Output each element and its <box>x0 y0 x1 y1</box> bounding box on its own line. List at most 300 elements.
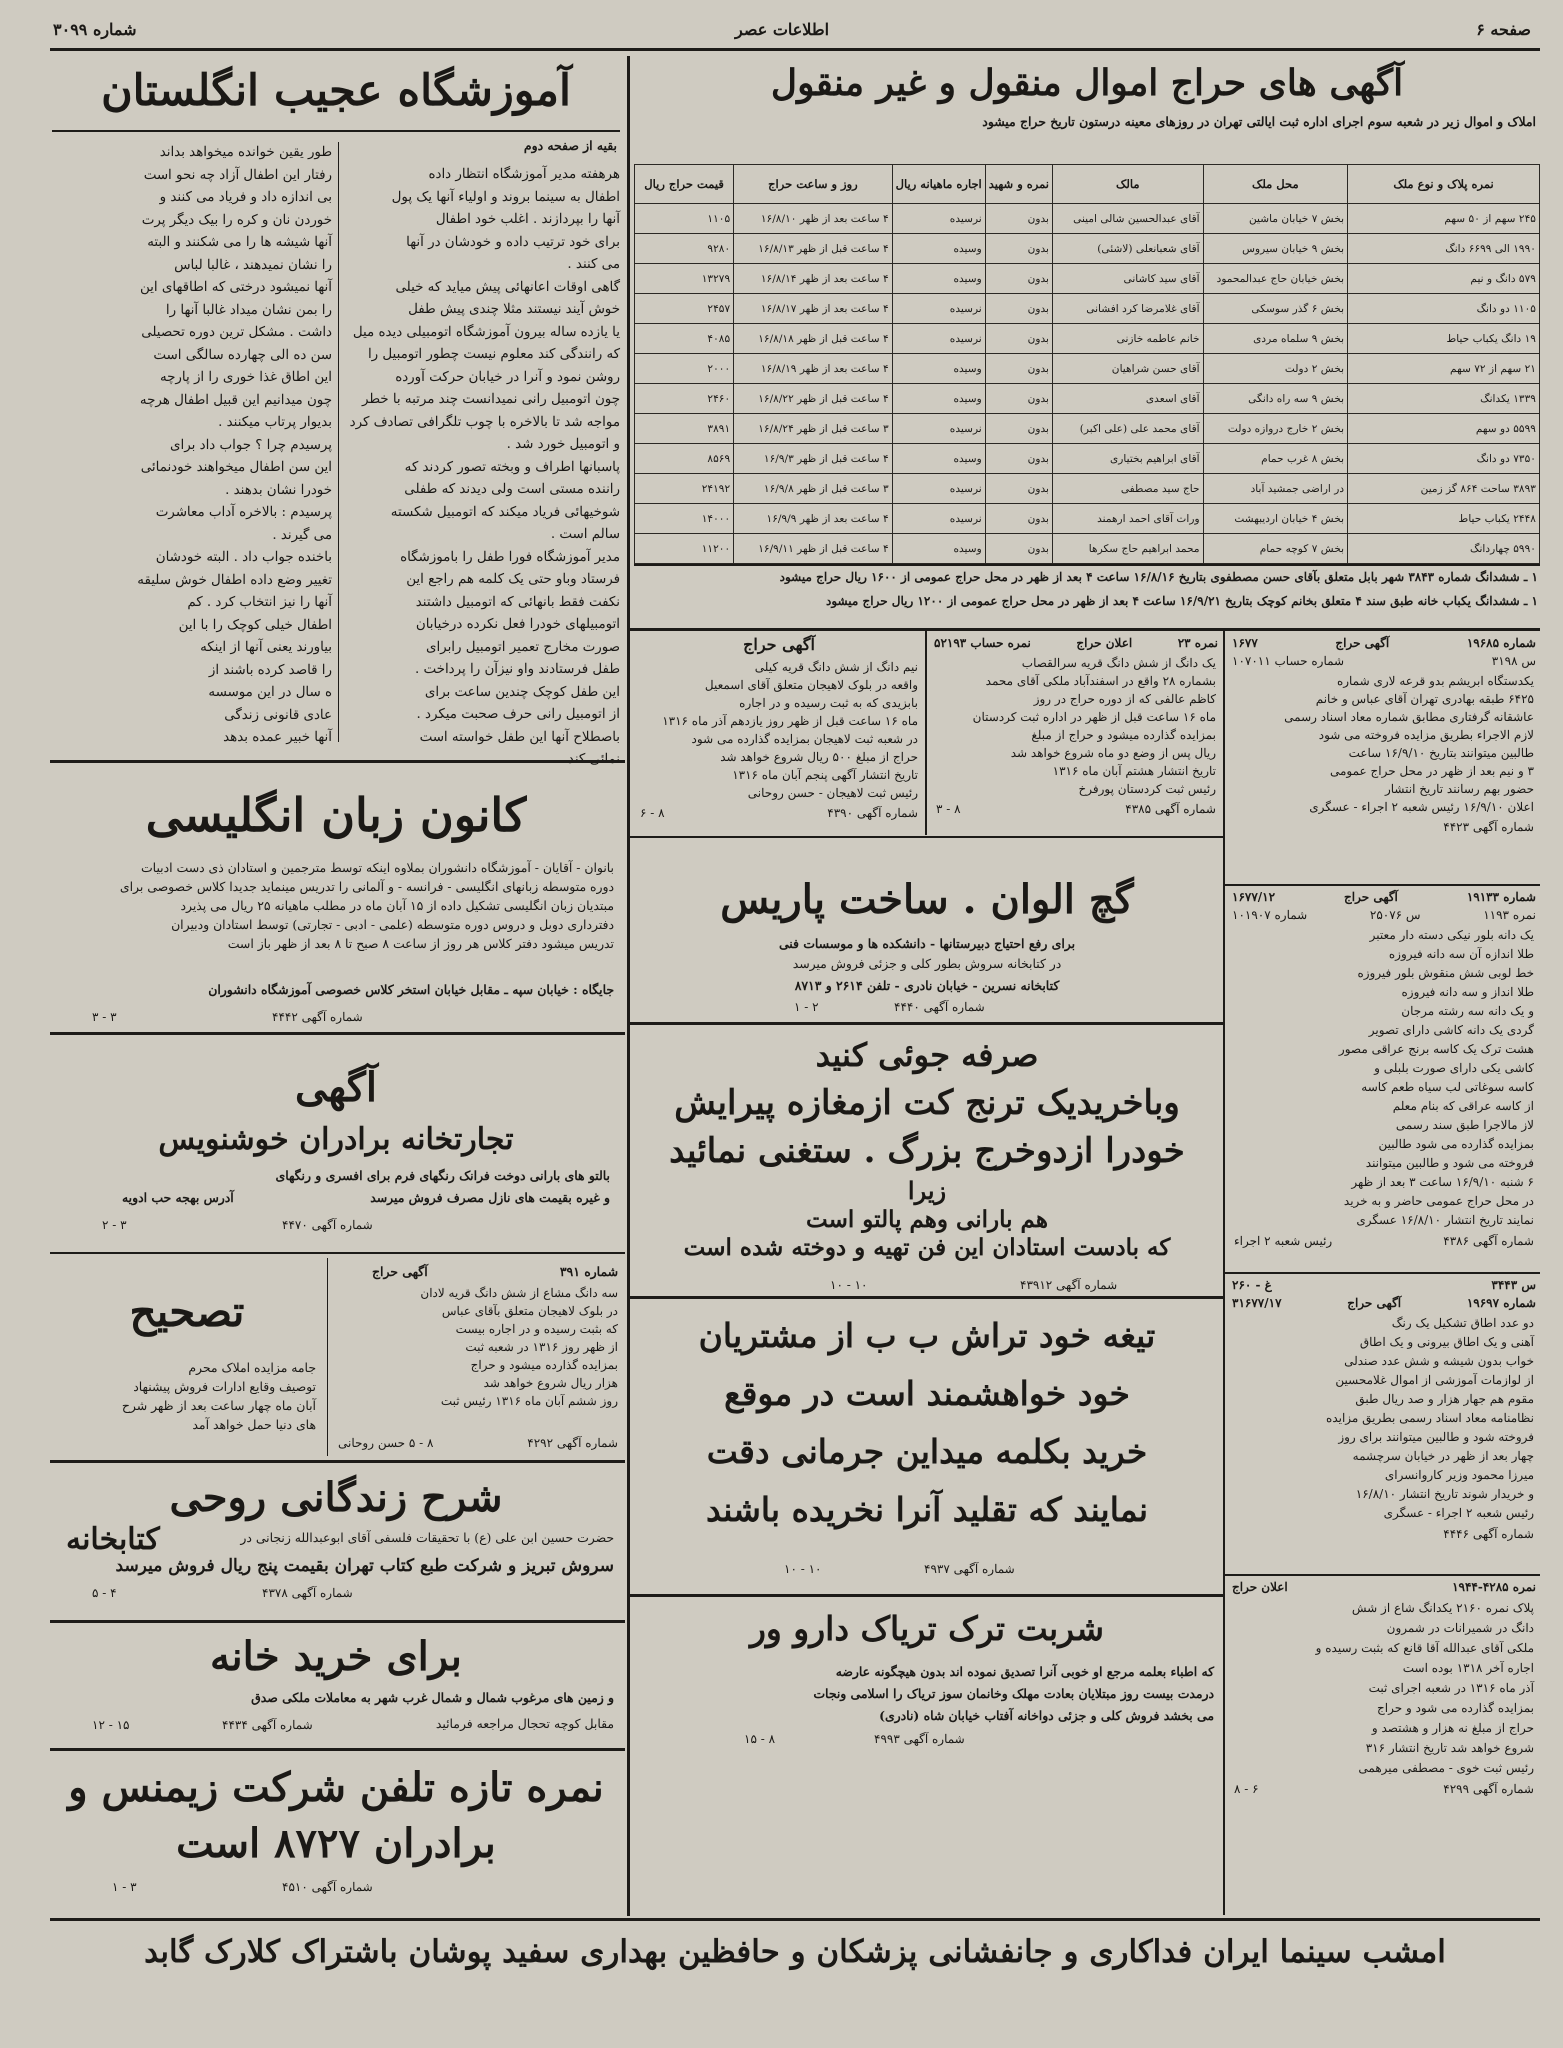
school-text-line: برای خود ترتیب داده و خودشان در آنها <box>406 234 620 250</box>
english-text-line: تدریس میشود دفتر کلاس هر روز از ساعت ۸ صبح تا ۸ بعد از ظهر باز است <box>227 936 614 951</box>
notice-d-bottom-rule <box>1225 1272 1540 1274</box>
biography-line2: سروش تبریز و شرکت طبع کتاب تهران بقیمت پنج ریال فروش میرسد <box>115 1556 614 1576</box>
notice-e-text-line: رئیس شعبه ۲ اجراء - عسگری <box>1383 1506 1534 1520</box>
notice-d-footer <box>1228 1232 1540 1250</box>
notice-c-text-line: حراج از مبلغ ۵۰۰ ریال شروع خواهد شد <box>720 750 918 764</box>
school-text-line: تغییر وضع داده اطفال خوش سلیقه <box>137 572 332 588</box>
notice-a <box>1228 634 1540 884</box>
auction-table-cell: ۲۴۶۰ <box>635 384 734 414</box>
auction-table-cell: ۴ ساعت قبل از ظهر ۱۶/۸/۱۸ <box>734 324 892 354</box>
notice-c-code: ۸ - ۶ <box>640 806 665 820</box>
plaster-line1: برای رفع احتیاج دبیرستانها - دانشکده ها و موسسات فنی <box>778 936 1076 951</box>
auction-table-cell: بدون <box>985 474 1052 504</box>
notice-e-head-item: غ - ۲۶۰ <box>1232 1278 1272 1292</box>
auction-table-cell: ۵۹۹۰ چهاردانگ <box>1348 534 1540 564</box>
notice-391-number: شماره ۳۹۱ <box>559 1264 618 1279</box>
notice-d-text-line: ۶ شنبه ۱۶/۹/۱۰ ساعت ۳ بعد از ظهر <box>1351 1175 1534 1189</box>
auction-table-cell: بدون <box>985 204 1052 234</box>
notice-b-head-item: نمره ۲۳ <box>1177 636 1218 650</box>
school-text-line: راننده مستی است ولی دیدند که طفلی <box>404 482 620 497</box>
notice-a-head-item: س ۳۱۹۸ <box>1491 654 1536 668</box>
school-text-line: که رانندگی کند معلوم نیست چطور اتومبیل را <box>367 347 620 362</box>
notice-d-text-line: بمزایده گذارده می شود طالبین <box>1378 1137 1534 1151</box>
school-text-line: خودرا نشان بدهند . <box>225 482 332 498</box>
auction-table-cell: ۴ ساعت بعد از ظهر ۱۶/۸/۱۹ <box>734 354 892 384</box>
saving-number: شماره آگهی ۴۳۹۱۲ <box>1020 1278 1118 1292</box>
auction-table-cell: بدون <box>985 264 1052 294</box>
notice-d-text-line: کاشی یکی دارای صورت بلبلی و <box>1374 1061 1534 1075</box>
notice-a-bottom-rule <box>1225 884 1540 886</box>
notice-391-body <box>336 1284 618 1410</box>
school-text-line: از اتومبیل رانی حرف صحبت میکرد . <box>416 707 620 722</box>
auction-column-header: اجاره ماهیانه ریال <box>892 165 985 204</box>
auction-table-cell: آقای غلامرضا کرد افشانی <box>1052 294 1203 324</box>
razor-line4: نمایند که تقلید آنرا نخریده باشند <box>705 1490 1149 1529</box>
auction-table-cell: بخش ۲ دولت <box>1203 354 1348 384</box>
auction-table-cell: بدون <box>985 414 1052 444</box>
house-ad <box>52 1624 620 1744</box>
notice-d-text-line: لاز مالاجرا طبق سند رسمی <box>1395 1118 1534 1132</box>
biography-side: کتابخانه <box>66 1522 160 1557</box>
notice-b-number: شماره آگهی ۴۳۸۵ <box>1125 802 1216 816</box>
auction-table-cell: نرسیده <box>892 504 985 534</box>
school-text-line: پرسیدم : بالاخره آداب معاشرت <box>155 505 332 520</box>
auction-table-header <box>635 165 1540 204</box>
school-continued: بقیه از صفحه دوم <box>523 138 617 153</box>
auction-table-cell: ۵۷۹ دانگ و نیم <box>1348 264 1540 294</box>
brothers-title: آگهی <box>295 1064 377 1111</box>
school-text-line: روشن نمود و آنرا در خیابان حرکت آورده <box>395 369 620 385</box>
english-ad <box>52 768 620 1028</box>
saving-line2: خودرا ازدوخرج بزرگ . ستغنی نمائید <box>669 1131 1185 1171</box>
notice-c-text-line: در شعبه ثبت لاهیجان بمزایده گذارده می شود <box>691 732 918 746</box>
auction-table-cell: ۱۱۰۵ دو دانگ <box>1348 294 1540 324</box>
auction-table-cell: آقای حسن شراهیان <box>1052 354 1203 384</box>
school-text-line: بی اندازه داد و فریاد می کنند و <box>159 190 332 205</box>
plaster-ad <box>634 840 1220 1020</box>
auction-table-cell: بدون <box>985 354 1052 384</box>
auction-table-cell: آقای ابراهیم بختیاری <box>1052 444 1203 474</box>
footer-rule <box>50 1918 1540 1921</box>
notice-f-head-item: اعلان حراج <box>1232 1580 1288 1594</box>
school-text-line: پرسیدم چرا ؟ جواب داد برای <box>170 437 332 453</box>
razor-line3: خرید بکلمه میداین جرمانی دقت <box>706 1432 1148 1471</box>
school-text-line: آنها شیشه ها را می شکنند و البته <box>147 235 332 250</box>
auction-bottom-rule <box>630 628 1540 631</box>
opium-title: شربت ترک تریاک دارو ور <box>749 1609 1105 1648</box>
school-text-line: طور یقین خوانده میخواهد بداند <box>159 145 332 160</box>
razor-line2: خود خواهشمند است در موقع <box>724 1374 1130 1413</box>
notice-f-text-line: آذر ماه ۱۳۱۶ در شعبه اجرای ثبت <box>1368 1681 1534 1695</box>
school-text-line: شوخیهائی فریاد میکند که اتومبیل شکسته <box>390 504 620 520</box>
notice-391-text-line: در بلوک لاهیجان متعلق بآقای عباس <box>441 1304 618 1318</box>
notice-b-code: ۸ - ۳ <box>936 802 961 816</box>
notice-391-text-line: هزار ریال شروع خواهد شد <box>483 1376 618 1390</box>
school-text-line: صورت مخارج تعمیر اتومبیل رابرای <box>425 639 620 655</box>
plaster-line2: در کتابخانه سروش بطور کلی و جزئی فروش میرسد <box>792 956 1062 971</box>
saving-line3: زیرا <box>907 1176 947 1205</box>
house-line1: و زمین های مرغوب شمال و شمال غرب شهر به معاملات ملکی صدق <box>251 1690 614 1705</box>
notice-b-text-line: یک دانگ از شش دانگ قریه سرالقصاب <box>1021 656 1216 670</box>
notice-e-text-line: دو عدد اطاق تشکیل یک رنگ <box>1391 1316 1534 1330</box>
auction-table-row <box>635 504 1540 534</box>
auction-table-cell: ۲۴۱۹۲ <box>635 474 734 504</box>
correction-divider <box>327 1258 328 1456</box>
page-header <box>45 14 1545 48</box>
school-text-line: آنها نمیشود درختی که اطاقهای این <box>139 280 332 295</box>
notice-d-text-line: نمایند تاریخ انتشار ۱۶/۸/۱۰ عسگری <box>1356 1213 1534 1227</box>
auction-table-cell: ۱۳۲۷۹ <box>635 264 734 294</box>
auction-table-cell: بخش ۹ سه راه دانگی <box>1203 384 1348 414</box>
correction-text-line: آبان ماه چهار ساعت بعد از ظهر شرح <box>121 1398 316 1413</box>
opium-ad <box>634 1600 1220 1900</box>
school-text-line: بیاورند یعنی آنها از اینکه <box>200 640 332 655</box>
auction-table-cell: ۴ ساعت قبل از ظهر ۱۶/۹/۱۱ <box>734 534 892 564</box>
auction-table-row <box>635 234 1540 264</box>
notice-b-head <box>930 634 1222 652</box>
saving-code: ۱۰ - ۱۰ <box>830 1278 868 1292</box>
auction-table-cell: ۴ ساعت قبل از ظهر ۱۶/۹/۳ <box>734 444 892 474</box>
notice-d <box>1228 888 1540 1268</box>
auction-table-cell: ۲۴۵۷ <box>635 294 734 324</box>
brothers-subtitle: تجارتخانه برادران خوشنویس <box>158 1122 514 1157</box>
school-text-line: خوش آیند نیستند مثلا چندی پیش طفل <box>408 302 620 317</box>
razor-number: شماره آگهی ۴۹۳۷ <box>924 1562 1015 1576</box>
auction-table-cell: ۱۱۲۰۰ <box>635 534 734 564</box>
notice-e-head-item: آگهی حراج <box>1347 1296 1402 1310</box>
notice-d-head-item: آگهی حراج <box>1344 890 1398 904</box>
notice-391-text-line: بمزایده گذارده میشود و حراج <box>470 1358 618 1372</box>
school-text-line: خوردن نان و کره را بیک دیگر پرت <box>141 212 332 228</box>
auction-table-cell: وسیده <box>892 534 985 564</box>
notice-391-text-line: سه دانگ مشاع از شش دانگ قریه لادان <box>420 1286 618 1300</box>
header-rule <box>50 48 1540 51</box>
auction-table-cell: ۳۸۹۱ <box>635 414 734 444</box>
school-text-line: رفتار این اطفال آزاد چه نحو است <box>143 167 332 183</box>
notice-e-text-line: نظامنامه معاد اسناد رسمی بطریق مزایده <box>1326 1411 1534 1425</box>
notice-f-footer <box>1228 1780 1540 1798</box>
school-text-line: سالم است . <box>550 527 620 542</box>
notice-391-text-line: که بثبت رسیده و در اجاره بیست <box>455 1322 618 1336</box>
school-text-line: هرهفته مدیر آموزشگاه انتظار داده <box>428 167 620 182</box>
notice-d-head-item: س ۲۵۰۷۶ <box>1369 908 1421 922</box>
notice-d-text-line: هشت ترک یک کاسه برنج عراقی مصور <box>1338 1042 1534 1056</box>
plaster-number: شماره آگهی ۴۴۴۰ <box>894 1000 985 1014</box>
english-number: شماره آگهی ۴۴۴۲ <box>272 1010 363 1024</box>
opium-line1: که اطباء بعلمه مرجع او خوبی آنرا تصدیق نموده اند بدون هیچگونه عارضه <box>835 1664 1214 1679</box>
auction-table-cell: در اراضی جمشید آباد <box>1203 474 1348 504</box>
auction-table-cell: ۴ ساعت بعد از ظهر ۱۶/۸/۱۴ <box>734 264 892 294</box>
school-bottom-rule <box>50 760 625 763</box>
auction-table-cell: بدون <box>985 294 1052 324</box>
notice-f-text-line: حراج از مبلغ نه هزار و هشتصد و <box>1371 1721 1534 1735</box>
auction-column-header: نمره و شهید <box>985 165 1052 204</box>
notice-d-head-item: نمره ۱۱۹۳ <box>1483 908 1536 922</box>
notice-d-text-line: از کاسه عراقی که بنام معلم <box>1392 1099 1534 1113</box>
notice-a-text-line: لازم الاجراء بطریق مزایده فروخته می شود <box>1318 728 1534 742</box>
english-bottom-rule <box>50 1032 625 1035</box>
auction-table-cell: ۷۳۵۰ دو دانگ <box>1348 444 1540 474</box>
auction-table-row <box>635 324 1540 354</box>
notice-e-text-line: مقوم هم جهار هزار و صد ریال طبق <box>1355 1392 1534 1406</box>
notice-e <box>1228 1276 1540 1566</box>
notice-a-text-line: ۳ و نیم بعد از ظهر در محل حراج عمومی <box>1329 764 1534 778</box>
auction-table-cell: ۸۵۶۹ <box>635 444 734 474</box>
notice-391-ad-number: شماره آگهی ۴۲۹۲ <box>527 1436 618 1450</box>
notice-d-head2 <box>1228 906 1540 924</box>
biography-ad <box>52 1466 620 1616</box>
auction-table-cell: بخش ۷ کوچه حمام <box>1203 534 1348 564</box>
school-text-line: بدیوار پرتاب میکنند . <box>218 415 332 430</box>
school-text-line: عادی قانونی زندگی <box>224 707 332 723</box>
notice-d-head-item: ۱۶۷۷/۱۲ <box>1232 890 1276 904</box>
notice-d-text-line: کاسه سوغاتی لب سیاه طعم کاسه <box>1361 1080 1534 1094</box>
notice-391-title: آگهی حراج <box>372 1264 428 1279</box>
auction-table-cell: وسیده <box>892 444 985 474</box>
notice-e-text-line: میرزا محمود وزیر کاروانسرای <box>1384 1468 1534 1482</box>
notice-d-head <box>1228 888 1540 906</box>
auction-table-cell: آقای اسعدی <box>1052 384 1203 414</box>
auction-column-header: نمره پلاک و نوع ملک <box>1348 165 1540 204</box>
school-text-line: را قاصد کرده باشند از <box>208 662 332 678</box>
auction-table-cell: خانم عاطمه خازنی <box>1052 324 1203 354</box>
notice-d-number: شماره آگهی ۴۳۸۶ <box>1443 1234 1534 1248</box>
house-number: شماره آگهی ۴۴۳۴ <box>222 1718 313 1732</box>
notice-d-text-line: گردی یک دانه کاشی دارای تصویر <box>1368 1023 1534 1037</box>
notice-a-head-item: آگهی حراج <box>1335 636 1390 650</box>
auction-table-cell: ۲۰۰۰ <box>635 354 734 384</box>
auction-table-cell: آقای شعبانعلی (لاشئی) <box>1052 234 1203 264</box>
auction-table-cell: وسیده <box>892 384 985 414</box>
brothers-ad <box>52 1038 620 1243</box>
auction-table-row <box>635 204 1540 234</box>
auction-table-cell: بخش ۹ خیابان سیروس <box>1203 234 1348 264</box>
auction-table-row <box>635 414 1540 444</box>
saving-line1: وباخریدیک ترنج کت ازمغازه پیرایش <box>674 1083 1180 1123</box>
house-bottom-rule <box>50 1748 625 1751</box>
notice-a-text-line: یکدستگاه ابریشم بدو قرعه لاری شماره <box>1336 674 1534 688</box>
razor-code: ۱۰ - ۱۰ <box>784 1562 822 1576</box>
school-text-line: ه سال در این موسسه <box>208 685 332 700</box>
notice-d-head-item: شماره ۱۹۱۳۳ <box>1466 890 1536 904</box>
school-col-left <box>52 142 332 750</box>
auction-table-cell: ۲۴۴۸ یکباب حیاط <box>1348 504 1540 534</box>
auction-table-row <box>635 474 1540 504</box>
auction-table-cell: ۲۱ سهم از ۷۲ سهم <box>1348 354 1540 384</box>
house-code: ۱۵ - ۱۲ <box>92 1718 130 1732</box>
school-text-line: یا یازده ساله بیرون آموزشگاه اتومبیلی دیده میل <box>352 324 620 340</box>
school-text-line: پاسبانها اطراف و وبخته تصور کردند که <box>404 459 620 475</box>
footer-banner: امشب سینما ایران فداکاری و جانفشانی پزشکان و حافظین بهداری سفید پوشان باشتراک کلارک گابد <box>144 1934 1446 1970</box>
auction-table-cell: بدون <box>985 384 1052 414</box>
notice-391-sign: ۸ - ۵ حسن روحانی <box>338 1436 434 1450</box>
auction-table-cell: ۴ ساعت بعد از ظهر ۱۶/۸/۱۷ <box>734 294 892 324</box>
notice-f-text-line: بمزایده گذارده می شود و حراج <box>1377 1701 1534 1715</box>
notice-c <box>634 634 924 834</box>
auction-table-cell: نرسیده <box>892 414 985 444</box>
correction-title: تصحیح <box>129 1287 245 1336</box>
column-divider-main <box>627 56 630 1916</box>
saving-line4: هم بارانی وهم پالتو است <box>806 1206 1048 1233</box>
notice-d-body <box>1228 924 1540 1232</box>
notice-391 <box>332 1258 622 1458</box>
notice-d-text-line: خط لوبی شش منقوش بلور فیروزه <box>1357 966 1534 980</box>
phone-line2: برادران ۸۷۲۷ است <box>176 1820 496 1867</box>
auction-section <box>634 56 1540 628</box>
phone-code: ۳ - ۱ <box>112 1880 137 1894</box>
auction-column-header: مالک <box>1052 165 1203 204</box>
notice-b-footer <box>930 800 1222 818</box>
notice-391-text-line: از ظهر روز ۱۳۱۶ در شعبه ثبت <box>465 1340 618 1354</box>
notice-a-head-item: ۱۶۷۷ <box>1232 636 1258 650</box>
auction-table-cell: نرسیده <box>892 294 985 324</box>
school-title: آموزشگاه عجیب انگلستان <box>101 66 571 116</box>
brothers-number: شماره آگهی ۴۴۷۰ <box>282 1218 373 1232</box>
auction-table-cell: محمد ابراهیم حاج سکرها <box>1052 534 1203 564</box>
school-text-line: سن ده الی چهارده سالگی است <box>153 347 332 363</box>
auction-table-wrap <box>634 164 1540 564</box>
biography-line1: حضرت حسین ابن علی (ع) با تحقیقات فلسفی آقای ابوعبدالله زنجانی در <box>240 1530 614 1545</box>
notice-b-text-line: بمزایده گذارده میشود و حراج از مبلغ <box>1031 728 1216 742</box>
page-number: صفحه ۶ <box>1476 20 1531 39</box>
english-text-line: دفترداری دوبل و دروس دوره متوسطه (علمی - ادبی - تجارتی) توسط استادان ودبیران <box>171 917 614 932</box>
plaster-code: ۲ - ۱ <box>794 1000 819 1014</box>
school-text-line: اطفال به سینما بروند و اولیاء آنها یک پول <box>391 189 620 205</box>
notice-e-head2 <box>1228 1294 1540 1312</box>
brothers-address: آدرس بهجه حب ادویه <box>122 1190 234 1205</box>
razor-ad <box>634 1302 1220 1592</box>
auction-table-cell: آقای عبدالحسین شالی امینی <box>1052 204 1203 234</box>
notice-a-number: شماره آگهی ۴۴۲۳ <box>1443 820 1534 834</box>
notice-a-text-line: حضور بهم رسانند تاریخ انتشار <box>1384 782 1534 796</box>
notice-e-number: شماره آگهی ۴۴۴۶ <box>1443 1527 1534 1541</box>
notice-d-text-line: در محل حراج عمومی حاضر و به خرید <box>1343 1194 1534 1208</box>
issue-number: شماره ۳۰۹۹ <box>53 20 137 39</box>
auction-table-cell: بخش ۶ گذر سوسکی <box>1203 294 1348 324</box>
brothers-line2: و غیره بقیمت های نازل مصرف فروش میرسد <box>370 1190 610 1205</box>
auction-subtitle: املاک و اموال زیر در شعبه سوم اجرای اداره ثبت ایالتی تهران در روزهای معینه درستون تاریخ حراج میشود <box>982 114 1536 129</box>
school-text-line: و اتومبیل خورد شد . <box>506 437 620 452</box>
school-text-line: این طفل کوچک چندین ساعت برای <box>424 684 620 700</box>
auction-table-cell: ۲۴۵ سهم از ۵۰ سهم <box>1348 204 1540 234</box>
notice-a-text-line: اعلان ۱۶/۹/۱۰ رئیس شعبه ۲ اجراء - عسگری <box>1309 800 1534 814</box>
school-col-right <box>342 164 620 772</box>
biography-number: شماره آگهی ۴۳۷۸ <box>262 1586 353 1600</box>
english-place: جایگاه : خیابان سپه ـ مقابل خیابان استخر کلاس خصوصی آموزشگاه دانشوران <box>208 982 614 997</box>
notice-e-text-line: از لوازمات آموزشی از اموال غلامحسین <box>1335 1373 1534 1387</box>
school-text-line: چون میدانیم این قبیل اطفال هرچه <box>139 392 332 408</box>
notice-a-head2 <box>1228 652 1540 670</box>
correction-text-line: جامه مزایده املاک محرم <box>188 1360 316 1375</box>
auction-column-header: قیمت حراج ریال <box>635 165 734 204</box>
notice-f-text-line: دانگ در شمیرانات در شمرون <box>1386 1621 1534 1635</box>
house-line2: مقابل کوچه تحجال مراجعه فرمائید <box>435 1716 614 1731</box>
notice-a-text-line: ۶۴۲۵ طبقه بهادری تهران آقای عباس و خانم <box>1315 692 1534 706</box>
auction-table <box>634 164 1540 564</box>
auction-table-cell: وسیده <box>892 354 985 384</box>
notice-b <box>930 634 1222 834</box>
school-col-divider <box>338 142 339 742</box>
school-text-line: نکفت فقط بانهائی که اتومبیل داشتند <box>415 594 620 610</box>
auction-table-cell: آقای محمد علی (علی اکبر) <box>1052 414 1203 444</box>
english-body <box>58 858 614 953</box>
school-text-line: را نشان نمیدهند ، غالبا لباس <box>174 257 332 273</box>
school-text-line: باخنده جواب داد . البته خودشان <box>155 550 332 565</box>
notice-c-body <box>634 656 924 804</box>
notice-e-head-item: شماره ۱۹۶۹۷ <box>1466 1296 1536 1310</box>
notice-e-bottom-rule <box>1225 1574 1540 1576</box>
school-text-line: اتومبیلهای خودرا فعل نکرده درخیابان <box>415 617 620 632</box>
notice-f-code: ۶ - ۸ <box>1234 1782 1259 1796</box>
notice-a-text-line: عاشقانه گرفتاری مطابق شماره معاد اسناد رسمی <box>1284 710 1534 724</box>
brothers-code: ۳ - ۲ <box>102 1218 127 1232</box>
house-title: برای خرید خانه <box>210 1633 462 1680</box>
auction-table-cell: بدون <box>985 534 1052 564</box>
opium-line3: می بخشد فروش کلی و جزئی دواخانه آفتاب خیابان شاه (نادری) <box>879 1708 1214 1723</box>
auction-column-header: روز و ساعت حراج <box>734 165 892 204</box>
school-text-line: آنها را بپردازند . اغلب خود اطفال <box>435 212 620 227</box>
english-title: کانون زبان انگلیسی <box>145 788 527 842</box>
plaster-bottom-rule <box>630 1022 1225 1025</box>
school-text-line: باصطلاح آنها این طفل خواسته است <box>419 729 620 745</box>
plaster-title: گچ الوان . ساخت پاریس <box>720 876 1134 923</box>
school-title-rule <box>52 130 620 132</box>
auction-table-cell: بدون <box>985 234 1052 264</box>
school-text-line: می گیرند . <box>272 527 332 543</box>
notice-f-number: شماره آگهی ۴۲۹۹ <box>1443 1782 1534 1796</box>
saving-title: صرفه جوئی کنید <box>815 1036 1039 1074</box>
auction-table-cell: بخش خیابان حاج عبدالمحمود <box>1203 264 1348 294</box>
auction-table-cell: نرسیده <box>892 474 985 504</box>
auction-table-cell: ۵۵۹۹ دو سهم <box>1348 414 1540 444</box>
notice-d-text-line: یک دانه بلور نیکی دسته دار معتبر <box>1369 928 1534 942</box>
notice-b-body <box>930 652 1222 800</box>
auction-table-cell: ۳۸۹۳ ساحت ۸۶۴ گز زمین <box>1348 474 1540 504</box>
notice-d-text-line: فروخته می شود و طالبین میتوانند <box>1365 1156 1534 1170</box>
notice-e-text-line: فروخته شود و طالبین میتوانند برای روز <box>1338 1430 1534 1444</box>
school-text-line: این سن اطفال میخواهند خودنمائی <box>140 460 332 475</box>
biography-code: ۴ - ۵ <box>92 1586 117 1600</box>
notice-b-head-item: نمره حساب ۵۲۱۹۳ <box>934 636 1031 650</box>
brothers-bottom-rule <box>50 1252 625 1254</box>
opium-code: ۸ - ۱۵ <box>744 1732 776 1746</box>
saving-line5: که بادست استادان این فن تهیه و دوخته شده است <box>683 1234 1171 1261</box>
school-text-line: اطفال خیلی کوچک را با این <box>178 617 332 633</box>
phone-ad <box>52 1752 620 1912</box>
auction-table-cell: بخش ۷ خیابان ماشین <box>1203 204 1348 234</box>
notice-b-text-line: تاریخ انتشار هشتم آبان ماه ۱۳۱۶ <box>1052 764 1216 778</box>
auction-table-cell: ۳ ساعت قبل از ظهر ۱۶/۹/۸ <box>734 474 892 504</box>
notice-a-text-line: طالبین میتوانند بتاریخ ۱۶/۹/۱۰ ساعت <box>1348 746 1534 760</box>
notice-b-text-line: رئیس ثبت کردستان پورفرخ <box>1078 782 1216 796</box>
auction-table-cell: نرسیده <box>892 204 985 234</box>
auction-table-cell: ۱۱۰۵ <box>635 204 734 234</box>
auction-table-row <box>635 354 1540 384</box>
auction-foot-rule <box>634 564 1540 566</box>
correction-body <box>58 1358 316 1434</box>
saving-bottom-rule <box>630 1296 1225 1299</box>
auction-table-cell: ۴۰۸۵ <box>635 324 734 354</box>
auction-table-cell: بخش ۴ خیابان اردیبهشت <box>1203 504 1348 534</box>
notice-d-text-line: طلا اندازه آن سه دانه فیروزه <box>1388 947 1534 961</box>
school-text-line: را بمن نشان میداد غالبا آنها را <box>165 302 332 318</box>
auction-table-cell: ورات آقای احمد ارهمند <box>1052 504 1203 534</box>
notice-c-text-line: بابزیدی که به ثبت رسیده و در اجاره <box>739 696 918 710</box>
notice-f <box>1228 1578 1540 1908</box>
biography-bottom-rule <box>50 1620 625 1623</box>
school-article <box>52 56 620 756</box>
auction-table-cell: ۴ ساعت بعد از ظهر ۱۶/۸/۱۰ <box>734 204 892 234</box>
